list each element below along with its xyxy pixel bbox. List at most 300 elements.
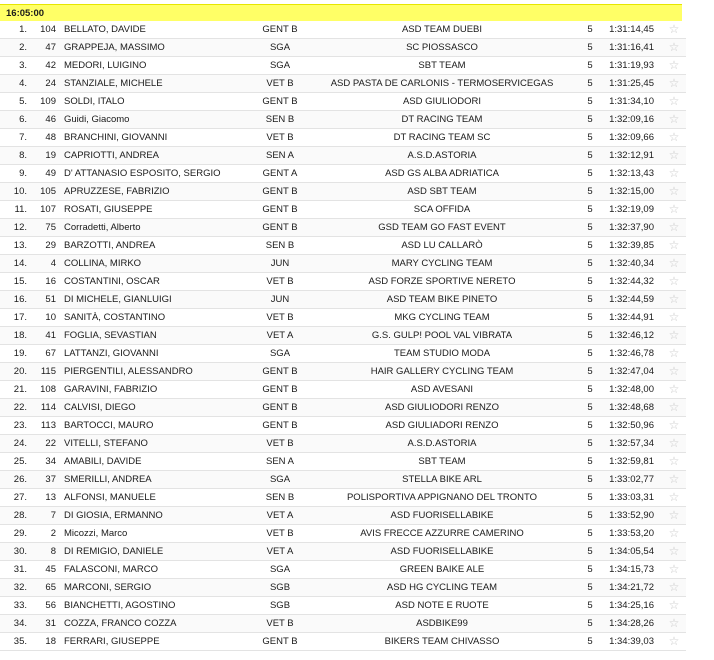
rider-name-cell: MEDORI, LUIGINO [64, 60, 147, 71]
team-cell: MKG CYCLING TEAM [394, 312, 490, 323]
result-row [0, 219, 686, 237]
favorite-star-icon[interactable]: ☆ [668, 598, 680, 612]
result-row [0, 363, 686, 381]
laps-cell: 5 [587, 456, 593, 467]
category-cell: VET B [266, 78, 294, 89]
result-row [0, 435, 686, 453]
rider-name-cell: COSTANTINI, OSCAR [64, 276, 160, 287]
result-row [0, 57, 686, 75]
position-cell: 14. [13, 258, 27, 269]
team-cell: A.S.D.ASTORIA [407, 438, 477, 449]
rider-name-cell: STANZIALE, MICHELE [64, 78, 163, 89]
result-row [0, 147, 686, 165]
category-cell: GENT A [262, 168, 298, 179]
position-cell: 25. [13, 456, 27, 467]
result-row [0, 75, 686, 93]
laps-cell: 5 [587, 600, 593, 611]
result-row [0, 201, 686, 219]
favorite-star-icon[interactable]: ☆ [668, 364, 680, 378]
rider-name-cell: FALASCONI, MARCO [64, 564, 158, 575]
laps-cell: 5 [587, 528, 593, 539]
bib-number-cell: 47 [45, 42, 56, 53]
category-cell: GENT B [262, 402, 298, 413]
favorite-star-icon[interactable]: ☆ [668, 400, 680, 414]
favorite-star-icon[interactable]: ☆ [668, 328, 680, 342]
team-cell: BIKERS TEAM CHIVASSO [384, 636, 500, 647]
category-cell: VET B [266, 528, 294, 539]
favorite-star-icon[interactable]: ☆ [668, 544, 680, 558]
result-row [0, 417, 686, 435]
category-cell: VET A [266, 510, 294, 521]
team-cell: ASD FORZE SPORTIVE NERETO [368, 276, 516, 287]
result-row [0, 183, 686, 201]
position-cell: 11. [14, 204, 27, 215]
rider-name-cell: ALFONSI, MANUELE [64, 492, 156, 503]
finish-time-cell: 1:31:25,45 [609, 78, 654, 89]
finish-time-cell: 1:32:48,00 [609, 384, 654, 395]
laps-cell: 5 [587, 222, 593, 233]
favorite-star-icon[interactable]: ☆ [668, 310, 680, 324]
category-cell: SGA [269, 42, 291, 53]
result-row [0, 327, 686, 345]
position-cell: 26. [13, 474, 27, 485]
team-cell: AVIS FRECCE AZZURRE CAMERINO [360, 528, 524, 539]
position-cell: 7. [19, 132, 27, 143]
bib-number-cell: 67 [45, 348, 56, 359]
laps-cell: 5 [587, 60, 593, 71]
position-cell: 33. [13, 600, 27, 611]
position-cell: 23. [13, 420, 27, 431]
favorite-star-icon[interactable]: ☆ [668, 274, 680, 288]
finish-time-cell: 1:34:15,73 [609, 564, 654, 575]
finish-time-cell: 1:31:19,93 [609, 60, 654, 71]
category-cell: VET A [266, 546, 294, 557]
rider-name-cell: DI REMIGIO, DANIELE [64, 546, 164, 557]
team-cell: ASD LU CALLARÒ [401, 240, 483, 251]
favorite-star-icon[interactable]: ☆ [668, 22, 680, 36]
bib-number-cell: 45 [45, 564, 56, 575]
category-cell: JUN [270, 258, 290, 269]
team-cell: TEAM STUDIO MODA [393, 348, 491, 359]
team-cell: ASD TEAM DUEBI [401, 24, 483, 35]
team-cell: A.S.D.ASTORIA [407, 150, 477, 161]
rider-name-cell: D' ATTANASIO ESPOSITO, SERGIO [64, 168, 221, 179]
rider-name-cell: DI MICHELE, GIANLUIGI [64, 294, 172, 305]
laps-cell: 5 [587, 402, 593, 413]
team-cell: GREEN BAIKE ALE [399, 564, 485, 575]
team-cell: ASD FUORISELLABIKE [390, 546, 494, 557]
laps-cell: 5 [587, 132, 593, 143]
finish-time-cell: 1:34:39,03 [609, 636, 654, 647]
category-cell: SEN B [265, 114, 295, 125]
bib-number-cell: 104 [40, 24, 56, 35]
rider-name-cell: BIANCHETTI, AGOSTINO [64, 600, 176, 611]
position-cell: 19. [13, 348, 27, 359]
result-row [0, 525, 686, 543]
bib-number-cell: 42 [45, 60, 56, 71]
laps-cell: 5 [587, 492, 593, 503]
team-cell: ASD AVESANI [410, 384, 474, 395]
rider-name-cell: SMERILLI, ANDREA [64, 474, 152, 485]
position-cell: 28. [13, 510, 27, 521]
laps-cell: 5 [587, 366, 593, 377]
category-cell: SEN A [266, 456, 294, 467]
favorite-star-icon[interactable]: ☆ [668, 148, 680, 162]
rider-name-cell: BARTOCCI, MAURO [64, 420, 154, 431]
team-cell: SC PIOSSASCO [406, 42, 478, 53]
bib-number-cell: 115 [40, 366, 56, 377]
team-cell: ASD FUORISELLABIKE [390, 510, 494, 521]
finish-time-cell: 1:33:53,20 [609, 528, 654, 539]
position-cell: 29. [13, 528, 27, 539]
position-cell: 2. [19, 42, 27, 53]
laps-cell: 5 [587, 438, 593, 449]
position-cell: 30. [13, 546, 27, 557]
favorite-star-icon[interactable]: ☆ [668, 292, 680, 306]
laps-cell: 5 [587, 168, 593, 179]
bib-number-cell: 75 [45, 222, 56, 233]
position-cell: 35. [13, 636, 27, 647]
team-cell: ASD SBT TEAM [407, 186, 477, 197]
finish-time-cell: 1:32:15,00 [609, 186, 654, 197]
favorite-star-icon[interactable]: ☆ [668, 202, 680, 216]
position-cell: 17. [13, 312, 27, 323]
result-row [0, 237, 686, 255]
finish-time-cell: 1:31:16,41 [609, 42, 654, 53]
rider-name-cell: BELLATO, DAVIDE [64, 24, 146, 35]
result-row [0, 129, 686, 147]
favorite-star-icon[interactable]: ☆ [668, 634, 680, 648]
finish-time-cell: 1:32:09,16 [609, 114, 654, 125]
laps-cell: 5 [587, 276, 593, 287]
laps-cell: 5 [587, 312, 593, 323]
bib-number-cell: 10 [45, 312, 56, 323]
bib-number-cell: 49 [45, 168, 56, 179]
rider-name-cell: FERRARI, GIUSEPPE [64, 636, 160, 647]
finish-time-cell: 1:32:46,12 [609, 330, 654, 341]
position-cell: 4. [19, 78, 27, 89]
result-row [0, 165, 686, 183]
rider-name-cell: CAPRIOTTI, ANDREA [64, 150, 160, 161]
finish-time-cell: 1:33:52,90 [609, 510, 654, 521]
favorite-star-icon[interactable]: ☆ [668, 580, 680, 594]
favorite-star-icon[interactable]: ☆ [668, 76, 680, 90]
position-cell: 8. [19, 150, 27, 161]
favorite-star-icon[interactable]: ☆ [668, 472, 680, 486]
result-row [0, 111, 686, 129]
position-cell: 10. [13, 186, 27, 197]
finish-time-cell: 1:32:46,78 [609, 348, 654, 359]
rider-name-cell: Micozzi, Marco [64, 528, 128, 539]
category-cell: VET B [266, 276, 294, 287]
bib-number-cell: 16 [45, 276, 56, 287]
laps-cell: 5 [587, 96, 593, 107]
bib-number-cell: 7 [50, 510, 56, 521]
team-cell: ASD GIULIADORI RENZO [385, 420, 499, 431]
favorite-star-icon[interactable]: ☆ [668, 526, 680, 540]
laps-cell: 5 [587, 546, 593, 557]
favorite-star-icon[interactable]: ☆ [668, 562, 680, 576]
favorite-star-icon[interactable]: ☆ [668, 490, 680, 504]
favorite-star-icon[interactable]: ☆ [668, 346, 680, 360]
rider-name-cell: AMABILI, DAVIDE [64, 456, 142, 467]
category-cell: VET B [266, 618, 294, 629]
finish-time-cell: 1:32:47,04 [609, 366, 654, 377]
finish-time-cell: 1:32:44,32 [609, 276, 654, 287]
position-cell: 15. [13, 276, 27, 287]
team-cell: ASD HG CYCLING TEAM [386, 582, 498, 593]
finish-time-cell: 1:31:34,10 [609, 96, 654, 107]
category-cell: VET A [266, 330, 294, 341]
result-row [0, 399, 686, 417]
team-cell: SBT TEAM [418, 456, 466, 467]
team-cell: SCA OFFIDA [413, 204, 471, 215]
bib-number-cell: 31 [45, 618, 56, 629]
result-row [0, 309, 686, 327]
laps-cell: 5 [587, 78, 593, 89]
laps-cell: 5 [587, 330, 593, 341]
laps-cell: 5 [587, 42, 593, 53]
rider-name-cell: FOGLIA, SEVASTIAN [64, 330, 157, 341]
result-row [0, 273, 686, 291]
bib-number-cell: 114 [40, 402, 56, 413]
category-cell: JUN [270, 294, 290, 305]
time-group-header [0, 4, 682, 21]
rider-name-cell: PIERGENTILI, ALESSANDRO [64, 366, 193, 377]
category-cell: VET B [266, 438, 294, 449]
laps-cell: 5 [587, 114, 593, 125]
category-cell: SGA [269, 60, 291, 71]
laps-cell: 5 [587, 384, 593, 395]
position-cell: 34. [13, 618, 27, 629]
category-cell: SGA [269, 564, 291, 575]
result-row [0, 345, 686, 363]
rider-name-cell: BARZOTTI, ANDREA [64, 240, 156, 251]
position-cell: 12. [13, 222, 27, 233]
team-cell: MARY CYCLING TEAM [391, 258, 493, 269]
position-cell: 18. [13, 330, 27, 341]
category-cell: VET B [266, 312, 294, 323]
bib-number-cell: 29 [45, 240, 56, 251]
team-cell: HAIR GALLERY CYCLING TEAM [370, 366, 514, 377]
finish-time-cell: 1:32:57,34 [609, 438, 654, 449]
position-cell: 31. [13, 564, 27, 575]
team-cell: ASD GS ALBA ADRIATICA [385, 168, 499, 179]
rider-name-cell: GRAPPEJA, MASSIMO [64, 42, 165, 53]
rider-name-cell: Guidi, Giacomo [64, 114, 130, 125]
bib-number-cell: 56 [45, 600, 56, 611]
bib-number-cell: 107 [40, 204, 56, 215]
bib-number-cell: 34 [45, 456, 56, 467]
bib-number-cell: 48 [45, 132, 56, 143]
finish-time-cell: 1:33:03,31 [609, 492, 654, 503]
bib-number-cell: 8 [50, 546, 56, 557]
bib-number-cell: 51 [45, 294, 56, 305]
category-cell: GENT B [262, 222, 298, 233]
finish-time-cell: 1:32:40,34 [609, 258, 654, 269]
position-cell: 16. [13, 294, 27, 305]
category-cell: SGB [269, 582, 291, 593]
team-cell: POLISPORTIVA APPIGNANO DEL TRONTO [346, 492, 538, 503]
laps-cell: 5 [587, 510, 593, 521]
favorite-star-icon[interactable]: ☆ [668, 94, 680, 108]
laps-cell: 5 [587, 474, 593, 485]
favorite-star-icon[interactable]: ☆ [668, 58, 680, 72]
result-row [0, 453, 686, 471]
rider-name-cell: ROSATI, GIUSEPPE [64, 204, 153, 215]
rider-name-cell: GARAVINI, FABRIZIO [64, 384, 158, 395]
bib-number-cell: 41 [45, 330, 56, 341]
laps-cell: 5 [587, 294, 593, 305]
laps-cell: 5 [587, 618, 593, 629]
result-row [0, 561, 686, 579]
laps-cell: 5 [587, 258, 593, 269]
rider-name-cell: COLLINA, MIRKO [64, 258, 142, 269]
result-row [0, 615, 686, 633]
category-cell: SGA [269, 474, 291, 485]
category-cell: GENT B [262, 96, 298, 107]
favorite-star-icon[interactable]: ☆ [668, 112, 680, 126]
laps-cell: 5 [587, 582, 593, 593]
rider-name-cell: SANITÀ, COSTANTINO [64, 312, 166, 323]
bib-number-cell: 19 [45, 150, 56, 161]
category-cell: SEN A [266, 150, 294, 161]
bib-number-cell: 105 [40, 186, 56, 197]
rider-name-cell: Corradetti, Alberto [64, 222, 141, 233]
position-cell: 22. [13, 402, 27, 413]
laps-cell: 5 [587, 636, 593, 647]
result-row [0, 597, 686, 615]
bib-number-cell: 2 [50, 528, 56, 539]
position-cell: 24. [13, 438, 27, 449]
category-cell: GENT B [262, 204, 298, 215]
position-cell: 9. [19, 168, 27, 179]
laps-cell: 5 [587, 240, 593, 251]
laps-cell: 5 [587, 186, 593, 197]
bib-number-cell: 108 [40, 384, 56, 395]
favorite-star-icon[interactable]: ☆ [668, 220, 680, 234]
rider-name-cell: VITELLI, STEFANO [64, 438, 148, 449]
favorite-star-icon[interactable]: ☆ [668, 454, 680, 468]
laps-cell: 5 [587, 420, 593, 431]
category-cell: SGA [269, 348, 291, 359]
laps-cell: 5 [587, 348, 593, 359]
category-cell: GENT B [262, 384, 298, 395]
favorite-star-icon[interactable]: ☆ [668, 256, 680, 270]
laps-cell: 5 [587, 204, 593, 215]
team-cell: ASD NOTE E RUOTE [395, 600, 489, 611]
category-cell: GENT B [262, 420, 298, 431]
results-table [0, 21, 686, 651]
result-row [0, 489, 686, 507]
result-row [0, 93, 686, 111]
category-cell: SGB [269, 600, 291, 611]
team-cell: ASD PASTA DE CARLONIS - TERMOSERVICEGAS [330, 78, 554, 89]
team-cell: ASD TEAM BIKE PINETO [386, 294, 498, 305]
position-cell: 27. [13, 492, 27, 503]
favorite-star-icon[interactable]: ☆ [668, 130, 680, 144]
favorite-star-icon[interactable]: ☆ [668, 418, 680, 432]
category-cell: VET B [266, 132, 294, 143]
laps-cell: 5 [587, 564, 593, 575]
rider-name-cell: CALVISI, DIEGO [64, 402, 136, 413]
position-cell: 21. [13, 384, 27, 395]
position-cell: 20. [13, 366, 27, 377]
finish-time-cell: 1:33:02,77 [609, 474, 654, 485]
favorite-star-icon[interactable]: ☆ [668, 166, 680, 180]
result-row [0, 291, 686, 309]
finish-time-cell: 1:32:39,85 [609, 240, 654, 251]
favorite-star-icon[interactable]: ☆ [668, 238, 680, 252]
team-cell: GSD TEAM GO FAST EVENT [378, 222, 506, 233]
result-row [0, 471, 686, 489]
rider-name-cell: BRANCHINI, GIOVANNI [64, 132, 168, 143]
bib-number-cell: 109 [40, 96, 56, 107]
favorite-star-icon[interactable]: ☆ [668, 616, 680, 630]
bib-number-cell: 4 [50, 258, 56, 269]
rider-name-cell: DI GIOSIA, ERMANNO [64, 510, 163, 521]
bib-number-cell: 13 [45, 492, 56, 503]
favorite-star-icon[interactable]: ☆ [668, 40, 680, 54]
result-row [0, 579, 686, 597]
finish-time-cell: 1:32:50,96 [609, 420, 654, 431]
position-cell: 5. [19, 96, 27, 107]
favorite-star-icon[interactable]: ☆ [668, 508, 680, 522]
finish-time-cell: 1:32:37,90 [609, 222, 654, 233]
bib-number-cell: 65 [45, 582, 56, 593]
finish-time-cell: 1:32:44,59 [609, 294, 654, 305]
rider-name-cell: APRUZZESE, FABRIZIO [64, 186, 170, 197]
team-cell: ASDBIKE99 [416, 618, 468, 629]
position-cell: 1. [19, 24, 27, 35]
finish-time-cell: 1:32:12,91 [609, 150, 654, 161]
laps-cell: 5 [587, 24, 593, 35]
result-row [0, 255, 686, 273]
team-cell: STELLA BIKE ARL [402, 474, 482, 485]
finish-time-cell: 1:34:05,54 [609, 546, 654, 557]
rider-name-cell: SOLDI, ITALO [64, 96, 125, 107]
bib-number-cell: 37 [45, 474, 56, 485]
finish-time-cell: 1:34:25,16 [609, 600, 654, 611]
bib-number-cell: 22 [45, 438, 56, 449]
team-cell: SBT TEAM [418, 60, 466, 71]
result-row [0, 633, 686, 651]
result-row [0, 543, 686, 561]
favorite-star-icon[interactable]: ☆ [668, 436, 680, 450]
rider-name-cell: COZZA, FRANCO COZZA [64, 618, 177, 629]
category-cell: GENT B [262, 366, 298, 377]
favorite-star-icon[interactable]: ☆ [668, 382, 680, 396]
team-cell: ASD GIULIODORI RENZO [384, 402, 499, 413]
team-cell: ASD GIULIODORI [402, 96, 482, 107]
laps-cell: 5 [587, 150, 593, 161]
team-cell: DT RACING TEAM [401, 114, 483, 125]
result-row [0, 39, 686, 57]
finish-time-cell: 1:34:28,26 [609, 618, 654, 629]
finish-time-cell: 1:31:14,45 [609, 24, 654, 35]
finish-time-cell: 1:32:13,43 [609, 168, 654, 179]
favorite-star-icon[interactable]: ☆ [668, 184, 680, 198]
team-cell: DT RACING TEAM SC [393, 132, 491, 143]
position-cell: 13. [13, 240, 27, 251]
category-cell: SEN B [265, 240, 295, 251]
position-cell: 3. [19, 60, 27, 71]
finish-time-cell: 1:34:21,72 [609, 582, 654, 593]
position-cell: 32. [13, 582, 27, 593]
bib-number-cell: 24 [45, 78, 56, 89]
rider-name-cell: MARCONI, SERGIO [64, 582, 152, 593]
category-cell: GENT B [262, 24, 298, 35]
